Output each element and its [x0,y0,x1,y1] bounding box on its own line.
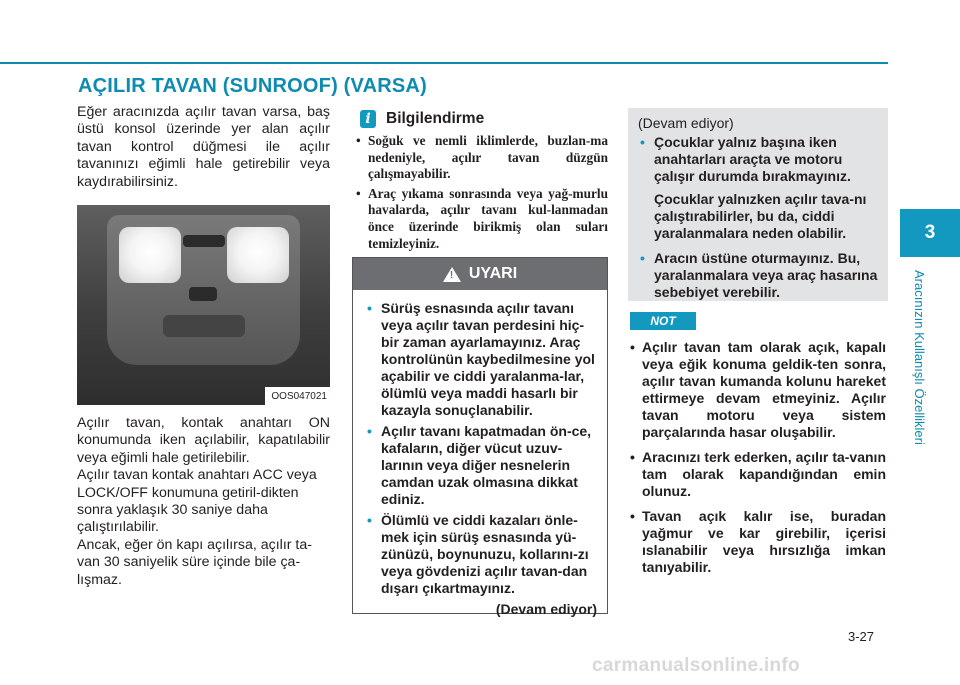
sunglass-tray [163,315,245,337]
top-rule [0,62,888,64]
info-item: • Araç yıkama sonrasında veya yağ-murlu havalarda, açılır tavanı kul-lanmadan önce üzerinde birikmiş olan suları temizleyiniz. [356,186,608,252]
para-acc: Açılır tavan kontak anahtarı ACC veya LOCK/OFF konumuna getiril-dikten sonra yaklaşık 30 saniye daha çalıştırılabilir. [77,467,317,536]
continued-item: • Çocuklar yalnız başına iken anahtarları araçta ve motoru çalışır durumda bırakmayınız. [638,134,880,185]
continued-item: • Aracın üstüne oturmayınız. Bu, yaralanmalara veya araç hasarına sebebiyet verebilir. [638,250,880,301]
warning-triangle-icon: ! [443,267,461,282]
warning-body [353,290,607,617]
warning-item: • Açılır tavanı kapatmadan ön-ce, kafaların, diğer vücut uzuv-larının veya diğer nesnelerin camdan uzak olmasına dikkat ediniz. [365,423,599,508]
info-header [360,110,484,128]
overhead-console-photo [77,205,330,405]
warning-header [353,258,607,290]
warning-list [365,300,599,597]
note-item: • Açılır tavan tam olarak açık, kapalı veya eğik konuma geldik-ten sonra, açılır tavan kumanda kolunu hareket ettirmeye devam etmeyiniz. Açılır tavan motoru veya sistem parçalarında hasar oluşabilir. [628,339,886,441]
para-ignition: Açılır tavan, kontak anahtarı ON konumunda iken açılabilir, kapatılabilir veya eğimli hale getirilebilir. [77,415,330,466]
continued-list-2 [638,250,880,301]
watermark: carmanualsonline.info [592,655,800,676]
warning-title: UYARI [468,265,518,282]
continued-head: (Devam ediyor) [638,115,734,131]
sunroof-switch [189,287,217,301]
info-list [356,133,608,255]
continued-subparagraph: Çocuklar yalnızken açılır tava-nı çalıştırabilirler, bu da, ciddi yaralanmalara neden olabilir. [654,191,867,241]
page-number: 3-27 [848,629,875,644]
note-label: NOT [630,312,696,330]
warning-box [352,257,608,617]
image-code: OOS047021 [265,387,330,405]
chapter-tab: 3 [900,209,960,257]
note-item: • Tavan açık kalır ise, buradan yağmur ve kar girebilir, içerisi ıslanabilir veya hırsızlığa imkan tanıyabilir. [628,508,886,576]
warning-item: • Sürüş esnasında açılır tavanı veya açılır tavan perdesini hiç-bir zaman ayarlamayınız. Araç kontrolünün kaybedilmesine yol açabilir ve ciddi yaralanma-lar, ölümlü veya maddi hasarlı bir kazayla sonuçlanabilir. [365,300,599,419]
left-lamp [119,227,181,283]
chapter-title: Aracınızın Kullanışlı Özellikleri [912,270,927,445]
info-item: • Soğuk ve nemli iklimlerde, buzlan-ma nedeniyle, açılır tavan düzgün çalışmayabilir. [356,133,608,183]
continued-list [638,134,880,185]
info-icon: i [360,110,376,128]
para-door: Ancak, eğer ön kapı açılırsa, açılır ta-van 30 saniyelik süre içinde bile ça-lışmaz. [77,536,312,588]
note-item: • Aracınızı terk ederken, açılır ta-vanın tam olarak kapandığından emin olunuz. [628,449,886,500]
left-column [77,104,330,589]
info-title: Bilgilendirme [386,110,485,127]
continued-box [628,108,888,301]
section-title: AÇILIR TAVAN (SUNROOF) (VARSA) [78,75,427,97]
warning-item: • Ölümlü ve ciddi kazaları önle-mek için sürüş esnasında yü-zünüzü, boynunuzu, kollarını-zı veya gövdenizi açılır tavan-dan dışarı çıkartmayınız. [365,512,599,597]
note-list [628,339,886,584]
intro-paragraph: Eğer aracınızda açılır tavan varsa, baş üstü konsol üzerinde yer alan açılır tavan kontrol düğmesi ile açılır tavanınızı eğimli hale getirebilir veya kaydırabilirsiniz. [77,104,330,190]
lamp-switches [183,235,225,247]
warning-continued: (Devam ediyor) [495,601,597,617]
right-lamp [227,227,289,283]
